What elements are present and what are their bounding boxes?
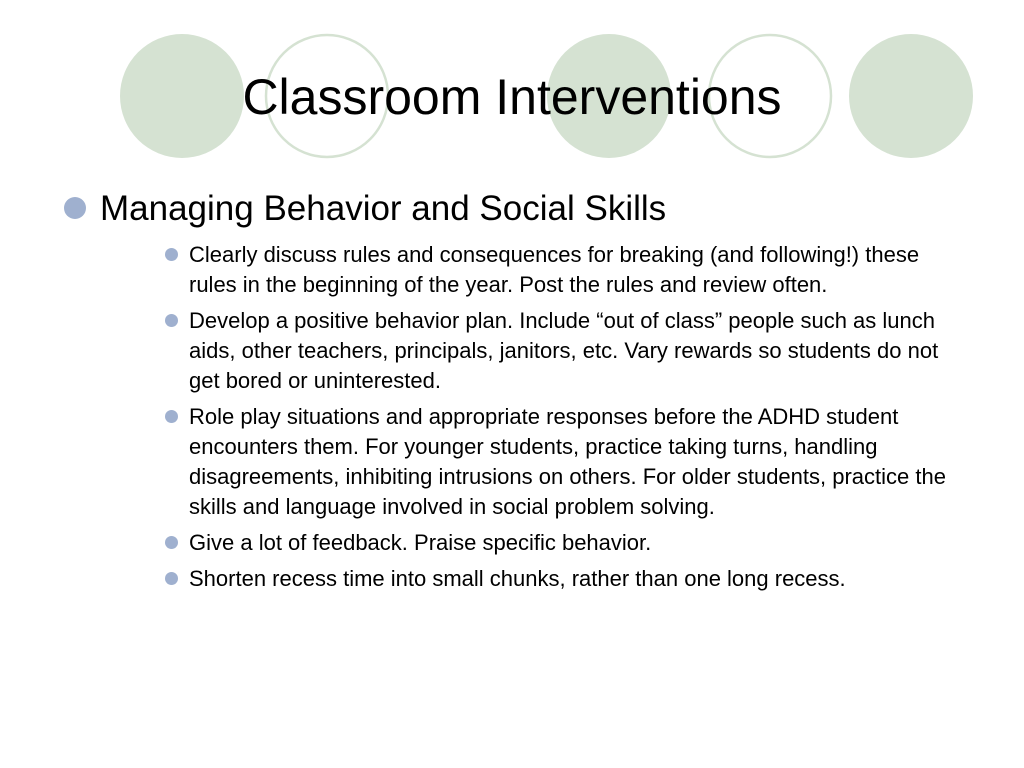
bullet-icon	[165, 410, 178, 423]
list-item-text: Shorten recess time into small chunks, rather than one long recess.	[189, 566, 846, 591]
sub-bullet-list	[165, 240, 965, 600]
list-item	[165, 528, 965, 558]
bullet-icon	[165, 248, 178, 261]
list-item-text: Role play situations and appropriate responses before the ADHD student encounters them. For younger students, practice taking turns, handling disagreements, inhibiting intrusions on others. For older students, practice the skills and language involved in social problem solving.	[189, 404, 946, 519]
list-item	[165, 240, 965, 300]
list-item-text: Develop a positive behavior plan. Include “out of class” people such as lunch aids, other teachers, principals, janitors, etc. Vary rewards so students do not get bored or uninterested.	[189, 308, 939, 393]
bullet-icon	[165, 536, 178, 549]
list-item-text: Clearly discuss rules and consequences for breaking (and following!) these rules in the beginning of the year. Post the rules and review often.	[189, 242, 920, 297]
list-item	[165, 564, 965, 594]
bullet-icon	[165, 314, 178, 327]
bullet-icon	[64, 197, 86, 219]
main-bullet-item	[64, 186, 964, 232]
slide-title: Classroom Interventions	[242, 69, 782, 125]
main-bullet-text: Managing Behavior and Social Skills	[100, 189, 667, 228]
list-item	[165, 306, 965, 396]
list-item	[165, 402, 965, 522]
list-item-text: Give a lot of feedback. Praise specific behavior.	[189, 530, 652, 555]
bullet-icon	[165, 572, 178, 585]
